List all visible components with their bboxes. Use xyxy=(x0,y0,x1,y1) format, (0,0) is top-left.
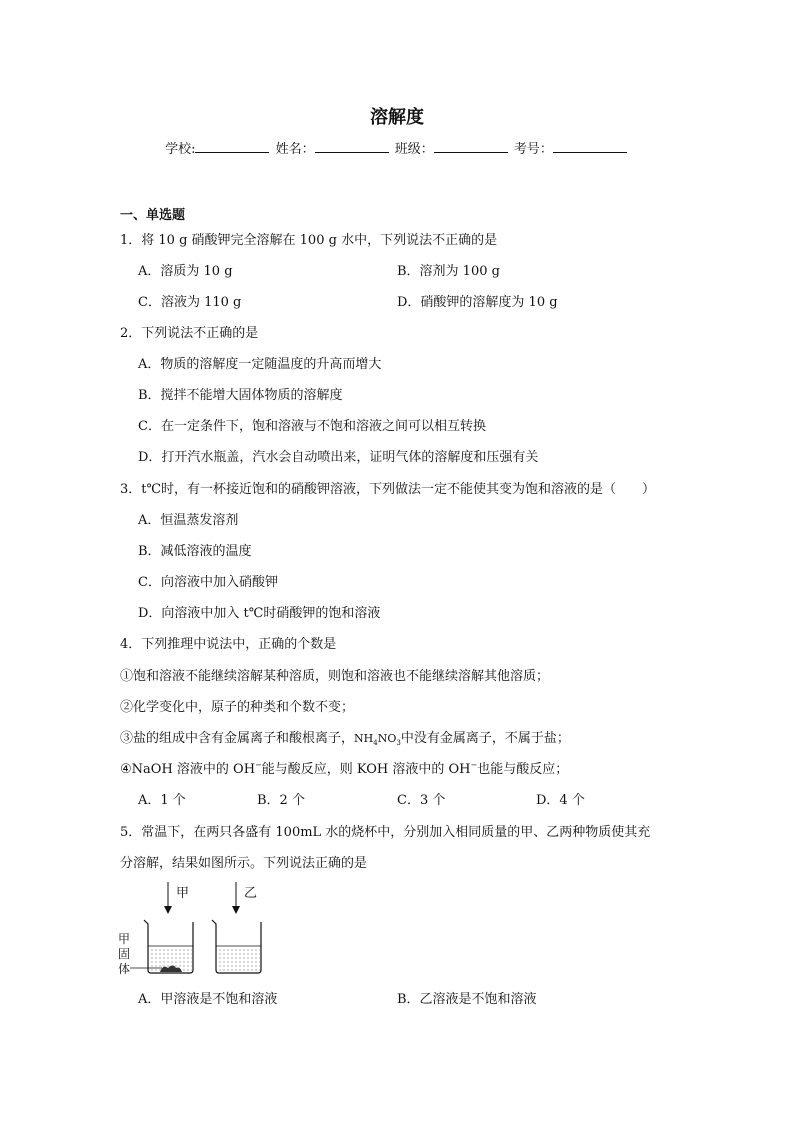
question-2-option-c[interactable]: C．在一定条件下，饱和溶液与不饱和溶液之间可以相互转换 xyxy=(138,419,486,434)
label-jia-solid-side: 甲 固 体 xyxy=(118,932,131,976)
question-2-option-a[interactable]: A．物质的溶解度一定随温度的升高而增大 xyxy=(138,357,382,372)
question-5-stem-line-1: 5．常温下，在两只各盛有 100mL 水的烧杯中，分别加入相同质量的甲、乙两种物质使其充 xyxy=(120,825,651,840)
question-4-statement-3 xyxy=(120,727,570,747)
student-info-row xyxy=(0,138,794,157)
question-4-statement-2: ②化学变化中，原子的种类和个数不变； xyxy=(120,700,355,715)
id-blank[interactable] xyxy=(553,140,627,153)
ammonium-nitrate-formula: $NH_4NO_3$ xyxy=(354,732,401,748)
class-blank[interactable] xyxy=(434,140,508,153)
question-3-stem: 3．t℃时，有一杯接近饱和的硝酸钾溶液，下列做法一定不能使其变为饱和溶液的是（ ） xyxy=(120,482,656,497)
question-1-stem: 1．将 10 g 硝酸钾完全溶解在 100 g 水中，下列说法不正确的是 xyxy=(120,233,498,248)
name-label: 姓名： xyxy=(275,142,315,157)
question-4-option-c[interactable]: C．3 个 xyxy=(397,793,446,808)
question-1-option-d[interactable]: D．硝酸钾的溶解度为 10 g xyxy=(397,295,558,310)
question-2-option-d[interactable]: D．打开汽水瓶盖，汽水会自动喷出来，证明气体的溶解度和压强有关 xyxy=(138,450,539,465)
beakers-figure xyxy=(118,880,278,984)
question-4-statement-4: ④NaOH 溶液中的 OH−能与酸反应，则 KOH 溶液中的 OH−也能与酸反应； xyxy=(120,760,569,777)
question-3-option-d[interactable]: D．向溶液中加入 t℃时硝酸钾的饱和溶液 xyxy=(138,606,381,621)
section-heading: 一、单选题 xyxy=(120,208,186,223)
question-2-stem: 2．下列说法不正确的是 xyxy=(120,326,259,341)
question-5-option-b[interactable]: B．乙溶液是不饱和溶液 xyxy=(397,992,537,1007)
name-blank[interactable] xyxy=(315,140,389,153)
statement-3-text-post: 中没有金属离子，不属于盐； xyxy=(400,731,570,746)
question-4-option-d[interactable]: D．4 个 xyxy=(536,793,585,808)
question-1-option-b[interactable]: B．溶剂为 100 g xyxy=(397,264,500,279)
page-title: 溶解度 xyxy=(370,107,424,128)
question-5-option-a[interactable]: A．甲溶液是不饱和溶液 xyxy=(138,992,278,1007)
label-jia: 甲 xyxy=(176,886,190,901)
question-4-statement-1: ①饱和溶液不能继续溶解某种溶质，则饱和溶液也不能继续溶解其他溶质； xyxy=(120,669,550,684)
question-4-stem: 4．下列推理中说法中，正确的个数是 xyxy=(120,637,337,652)
beaker-yi-water-dots xyxy=(217,947,260,972)
school-blank[interactable] xyxy=(195,140,269,153)
statement-3-text-pre: ③盐的组成中含有金属离子和酸根离子， xyxy=(120,731,355,746)
class-label: 班级： xyxy=(394,142,434,157)
question-4-option-b[interactable]: B．2 个 xyxy=(257,793,305,808)
question-3-option-b[interactable]: B．减低溶液的温度 xyxy=(138,544,252,559)
question-1-option-c[interactable]: C．溶液为 110 g xyxy=(138,295,242,310)
question-1-option-a[interactable]: A．溶质为 10 g xyxy=(138,264,233,279)
question-5-stem-line-2: 分溶解，结果如图所示。下列说法正确的是 xyxy=(120,856,368,871)
question-3-option-a[interactable]: A．恒温蒸发溶剂 xyxy=(138,513,239,528)
question-2-option-b[interactable]: B．搅拌不能增大固体物质的溶解度 xyxy=(138,388,343,403)
arrow-yi-head xyxy=(232,906,240,914)
arrow-jia-head xyxy=(164,906,172,914)
question-3-option-c[interactable]: C．向溶液中加入硝酸钾 xyxy=(138,575,278,590)
id-label: 考号： xyxy=(513,142,553,157)
label-yi: 乙 xyxy=(244,886,258,901)
question-4-option-a[interactable]: A．1 个 xyxy=(138,793,186,808)
school-label: 学校: xyxy=(165,142,196,157)
